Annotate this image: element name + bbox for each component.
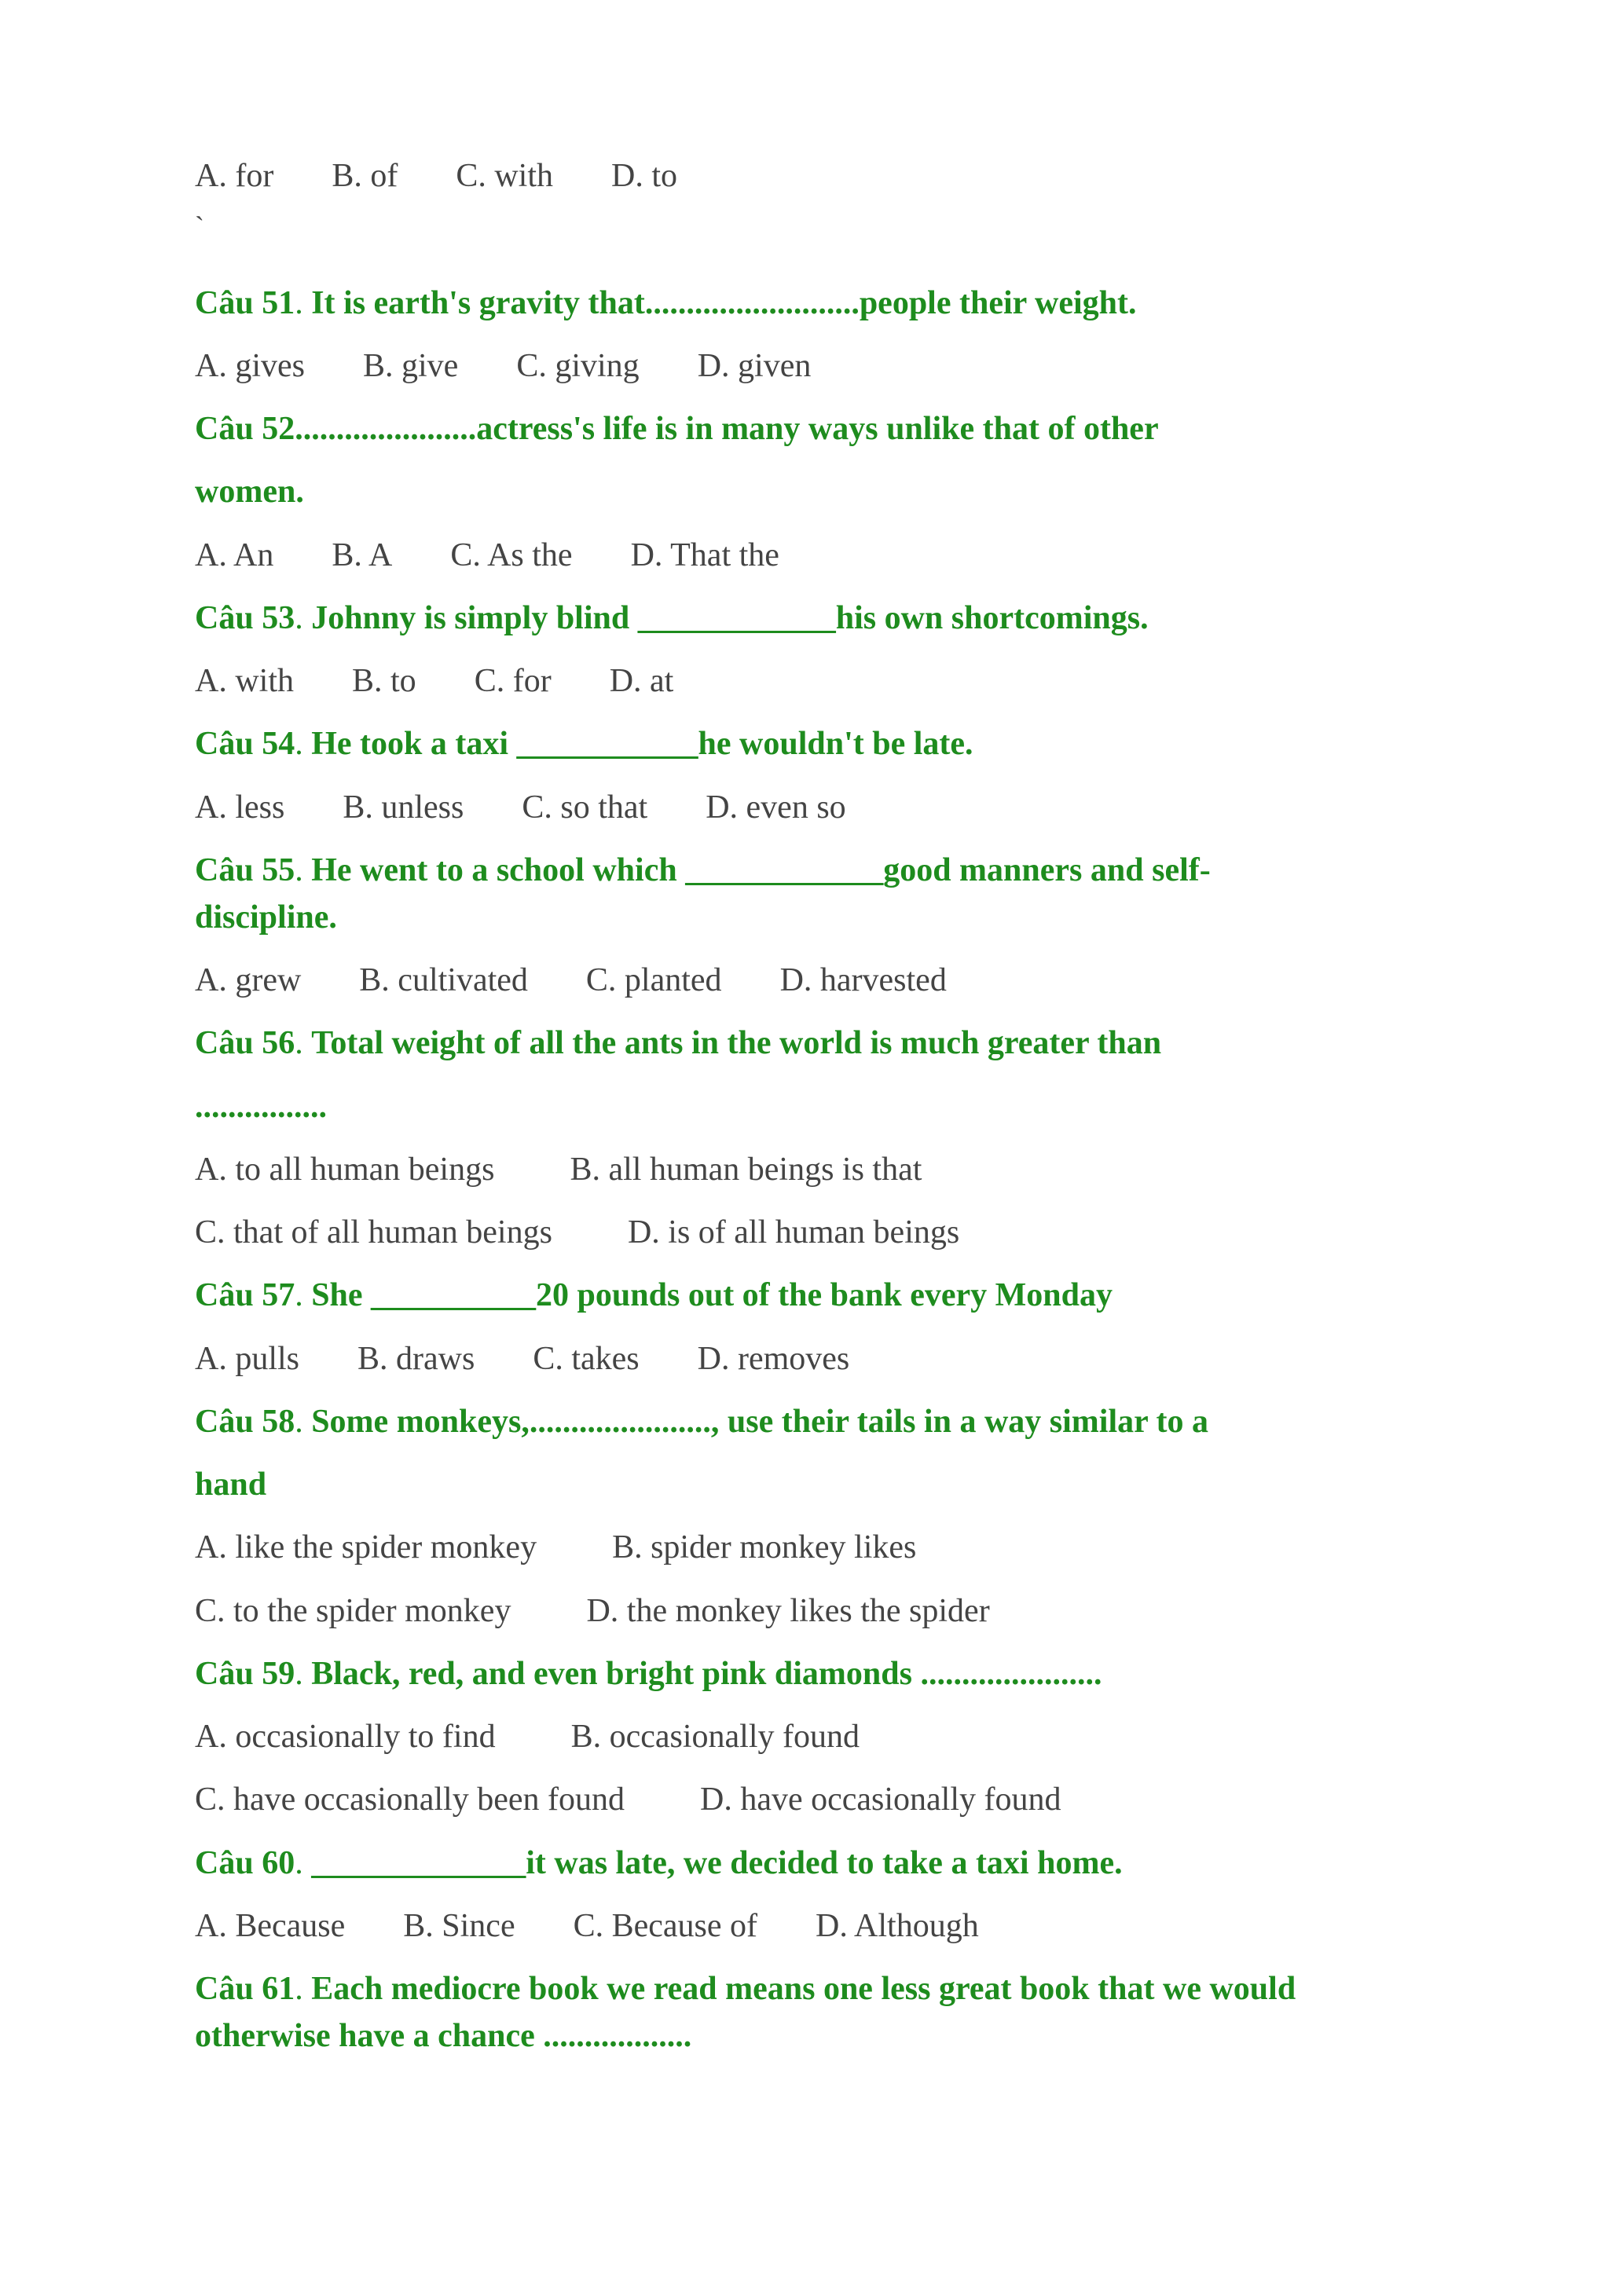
option: A. for [195, 158, 274, 194]
option: B. all human beings is that [570, 1152, 922, 1188]
question-number: Câu 61 [195, 1971, 295, 2007]
options-row [195, 156, 677, 196]
question-61: Câu 61. Each mediocre book we read means one less great book that we would [195, 1971, 1296, 2007]
option: A. grew [195, 962, 302, 998]
question-text: ......................actress's life is in many ways unlike that of other [295, 411, 1159, 447]
option: C. with [456, 158, 553, 194]
options-row [195, 1591, 990, 1631]
question-continuation: hand [195, 1467, 267, 1503]
option: D. Although [816, 1908, 979, 1944]
option: C. Because of [573, 1908, 758, 1944]
option: C. giving [516, 348, 640, 384]
option: B. Since [403, 1908, 515, 1944]
option: A. Because [195, 1908, 346, 1944]
option: C. have occasionally been found [195, 1782, 625, 1818]
question-number: Câu 58 [195, 1404, 295, 1440]
option: C. planted [585, 962, 722, 998]
question-number: Câu 54 [195, 726, 295, 762]
question-number: Câu 53 [195, 600, 295, 636]
option: B. spider monkey likes [612, 1529, 917, 1565]
option: A. pulls [195, 1341, 300, 1377]
question-60: Câu 60. _____________it was late, we decided to take a taxi home. [195, 1845, 1123, 1881]
option: B. A [332, 537, 393, 573]
question-text: She __________20 pounds out of the bank every Monday [311, 1277, 1113, 1313]
options-row [195, 787, 846, 828]
question-number: Câu 59 [195, 1656, 295, 1692]
option: A. less [195, 789, 285, 826]
question-number: Câu 52 [195, 411, 295, 447]
question-text: Black, red, and even bright pink diamonds ...................... [311, 1656, 1102, 1692]
question-text: Each mediocre book we read means one less great book that we would [311, 1971, 1296, 2007]
options-row [195, 535, 779, 576]
question-continuation: discipline. [195, 899, 337, 936]
options-row [195, 1779, 1061, 1820]
question-59: Câu 59. Black, red, and even bright pink diamonds ...................... [195, 1656, 1102, 1692]
option: C. so that [522, 789, 648, 826]
question-53: Câu 53. Johnny is simply blind ____________his own shortcomings. [195, 600, 1149, 636]
option: A. An [195, 537, 274, 573]
question-number: Câu 55 [195, 852, 295, 888]
option: C. As the [450, 537, 573, 573]
options-row [195, 661, 673, 701]
options-row [195, 1338, 849, 1379]
option: A. like the spider monkey [195, 1529, 537, 1565]
question-52 [195, 408, 1159, 449]
option: B. occasionally found [570, 1719, 860, 1755]
question-number: Câu 57 [195, 1277, 295, 1313]
question-number: Câu 51 [195, 285, 295, 321]
option: D. given [697, 348, 812, 384]
question-text: Total weight of all the ants in the world is much greater than [311, 1025, 1162, 1061]
question-57: Câu 57. She __________20 pounds out of the bank every Monday [195, 1277, 1113, 1313]
options-row [195, 1527, 916, 1568]
question-55: Câu 55. He went to a school which ____________good manners and self- [195, 852, 1211, 888]
question-56: Câu 56. Total weight of all the ants in the world is much greater than [195, 1025, 1162, 1061]
question-number: Câu 60 [195, 1845, 295, 1881]
option: D. is of all human beings [627, 1214, 960, 1251]
option: C. to the spider monkey [195, 1593, 511, 1629]
option: B. of [332, 158, 398, 194]
option: D. to [611, 158, 677, 194]
option: B. unless [343, 789, 464, 826]
question-text: He went to a school which ____________good manners and self- [311, 852, 1211, 888]
option: D. removes [697, 1341, 850, 1377]
options-row [195, 1149, 922, 1190]
option: B. give [363, 348, 459, 384]
question-51: Câu 51. It is earth's gravity that..........................people their weight. [195, 285, 1137, 321]
option: D. even so [706, 789, 846, 826]
question-text: _____________it was late, we decided to take a taxi home. [311, 1845, 1123, 1881]
option: B. draws [357, 1341, 475, 1377]
option: D. the monkey likes the spider [586, 1593, 990, 1629]
option: D. harvested [779, 962, 947, 998]
question-text: He took a taxi ___________he wouldn't be late. [311, 726, 973, 762]
option: C. takes [533, 1341, 640, 1377]
question-54: Câu 54. He took a taxi ___________he wouldn't be late. [195, 726, 973, 762]
option: C. that of all human beings [195, 1214, 552, 1251]
question-number: Câu 56 [195, 1025, 295, 1061]
question-text: It is earth's gravity that..........................people their weight. [311, 285, 1137, 321]
option: A. to all human beings [195, 1152, 495, 1188]
option: C. for [474, 663, 552, 699]
option: D. have occasionally found [699, 1782, 1061, 1818]
options-row [195, 346, 811, 386]
question-text: Some monkeys,......................, use their tails in a way similar to a [311, 1404, 1208, 1440]
stray-mark: ` [195, 211, 204, 242]
option: A. with [195, 663, 294, 699]
option: D. That the [630, 537, 779, 573]
options-row [195, 1716, 860, 1757]
option: A. gives [195, 348, 305, 384]
question-continuation: women. [195, 474, 304, 510]
question-text: Johnny is simply blind ____________his own shortcomings. [311, 600, 1149, 636]
question-continuation: ................ [195, 1089, 327, 1125]
option: D. at [609, 663, 674, 699]
options-row [195, 960, 947, 1001]
options-row [195, 1906, 979, 1946]
option: A. occasionally to find [195, 1719, 496, 1755]
options-row [195, 1212, 959, 1253]
option: B. to [352, 663, 416, 699]
question-continuation: otherwise have a chance .................. [195, 2018, 692, 2054]
question-58: Câu 58. Some monkeys,......................, use their tails in a way similar to a [195, 1404, 1208, 1440]
option: B. cultivated [359, 962, 528, 998]
